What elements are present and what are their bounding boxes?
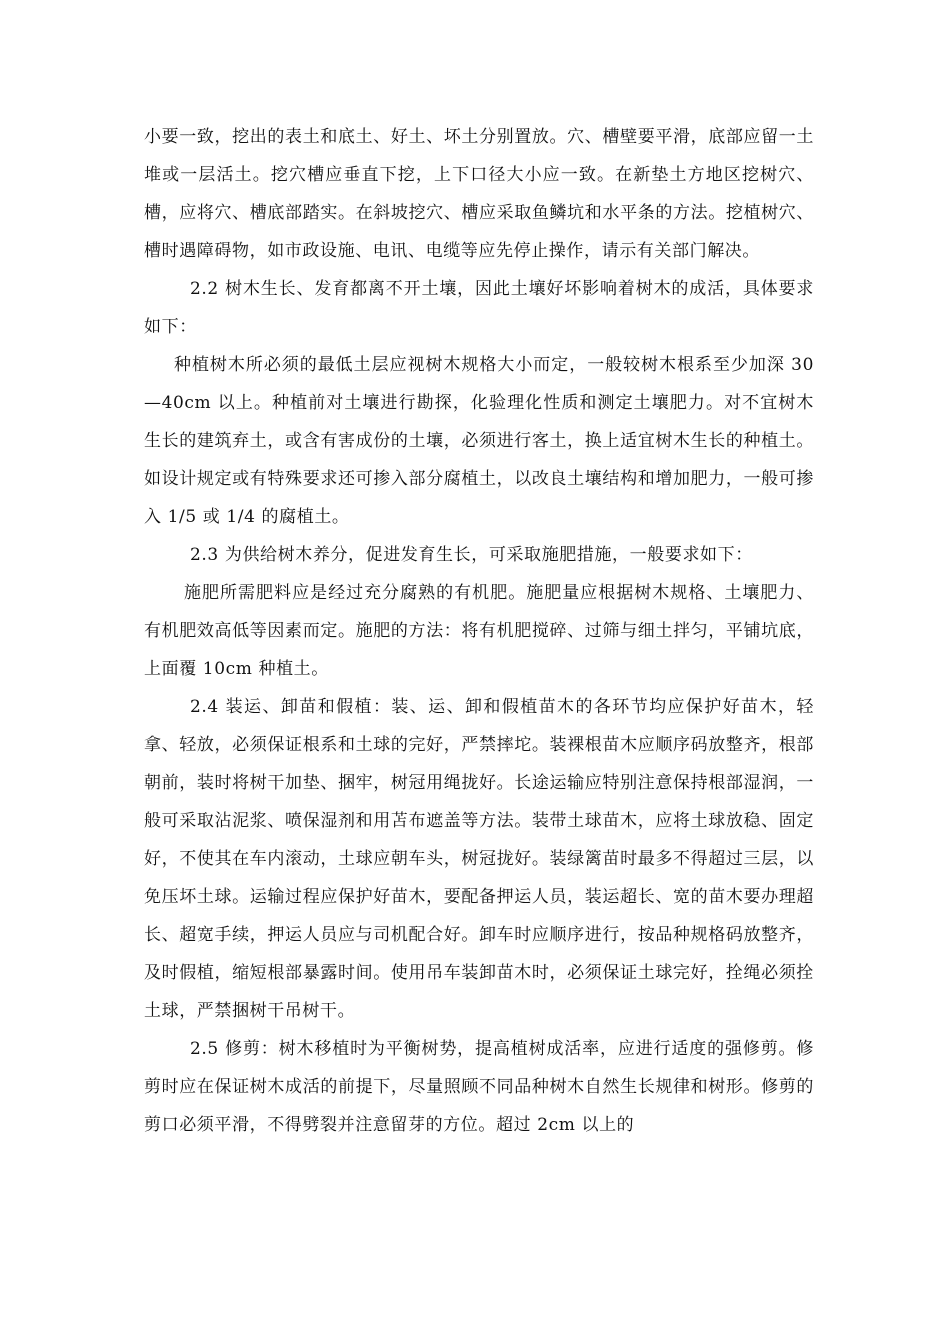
paragraph-2-2-heading: 2.2 树木生长、发育都离不开土壤，因此土壤好坏影响着树木的成活，具体要求如下： xyxy=(144,279,814,337)
paragraph-fertilizer: 施肥所需肥料应是经过充分腐熟的有机肥。施肥量应根据树木规格、土壤肥力、有机肥效高低等因素而定。施肥的方法：将有机肥搅碎、过筛与细土拌匀，平铺坑底，上面覆 10cm 种植土。 xyxy=(144,583,814,679)
document-body xyxy=(144,118,814,1144)
paragraph-2-5-pruning: 2.5 修剪：树木移植时为平衡树势，提高植树成活率，应进行适度的强修剪。修剪时应在保证树木成活的前提下，尽量照顾不同品种树木自然生长规律和树形。修剪的剪口必须平滑，不得劈裂并注意留芽的方位。超过 2cm 以上的 xyxy=(144,1039,814,1135)
paragraph-2-4-transport: 2.4 装运、卸苗和假植：装、运、卸和假植苗木的各环节均应保护好苗木，轻拿、轻放，必须保证根系和土球的完好，严禁摔坨。装裸根苗木应顺序码放整齐，根部朝前，装时将树干加垫、捆牢，树冠用绳拢好。长途运输应特别注意保持根部湿润，一般可采取沾泥浆、喷保湿剂和用苫布遮盖等方法。装带土球苗木，应将土球放稳、固定好，不使其在车内滚动，土球应朝车头，树冠拢好。装绿篱苗时最多不得超过三层，以免压坏土球。运输过程应保护好苗木，要配备押运人员，装运超长、宽的苗木要办理超长、超宽手续，押运人员应与司机配合好。卸车时应顺序进行，按品种规格码放整齐，及时假植，缩短根部暴露时间。使用吊车装卸苗木时，必须保证土球完好，拴绳必须拴土球，严禁捆树干吊树干。 xyxy=(144,697,814,1021)
paragraph-pit-digging: 小要一致，挖出的表土和底土、好土、坏土分别置放。穴、槽壁要平滑，底部应留一土堆或一层活土。挖穴槽应垂直下挖，上下口径大小应一致。在新垫土方地区挖树穴、槽，应将穴、槽底部踏实。在斜坡挖穴、槽应采取鱼鳞坑和水平条的方法。挖植树穴、槽时遇障碍物，如市政设施、电讯、电缆等应先停止操作，请示有关部门解决。 xyxy=(144,127,814,261)
paragraph-soil-requirements: 种植树木所必须的最低土层应视树木规格大小而定，一般较树木根系至少加深 30—40cm 以上。种植前对土壤进行勘探，化验理化性质和测定土壤肥力。对不宜树木生长的建筑弃土，或含有害成份的土壤，必须进行客土，换上适宜树木生长的种植土。如设计规定或有特殊要求还可掺入部分腐植土，以改良土壤结构和增加肥力，一般可掺入 1/5 或 1/4 的腐植土。 xyxy=(144,355,814,527)
paragraph-2-3-heading: 2.3 为供给树木养分，促进发育生长，可采取施肥措施，一般要求如下： xyxy=(190,545,753,565)
